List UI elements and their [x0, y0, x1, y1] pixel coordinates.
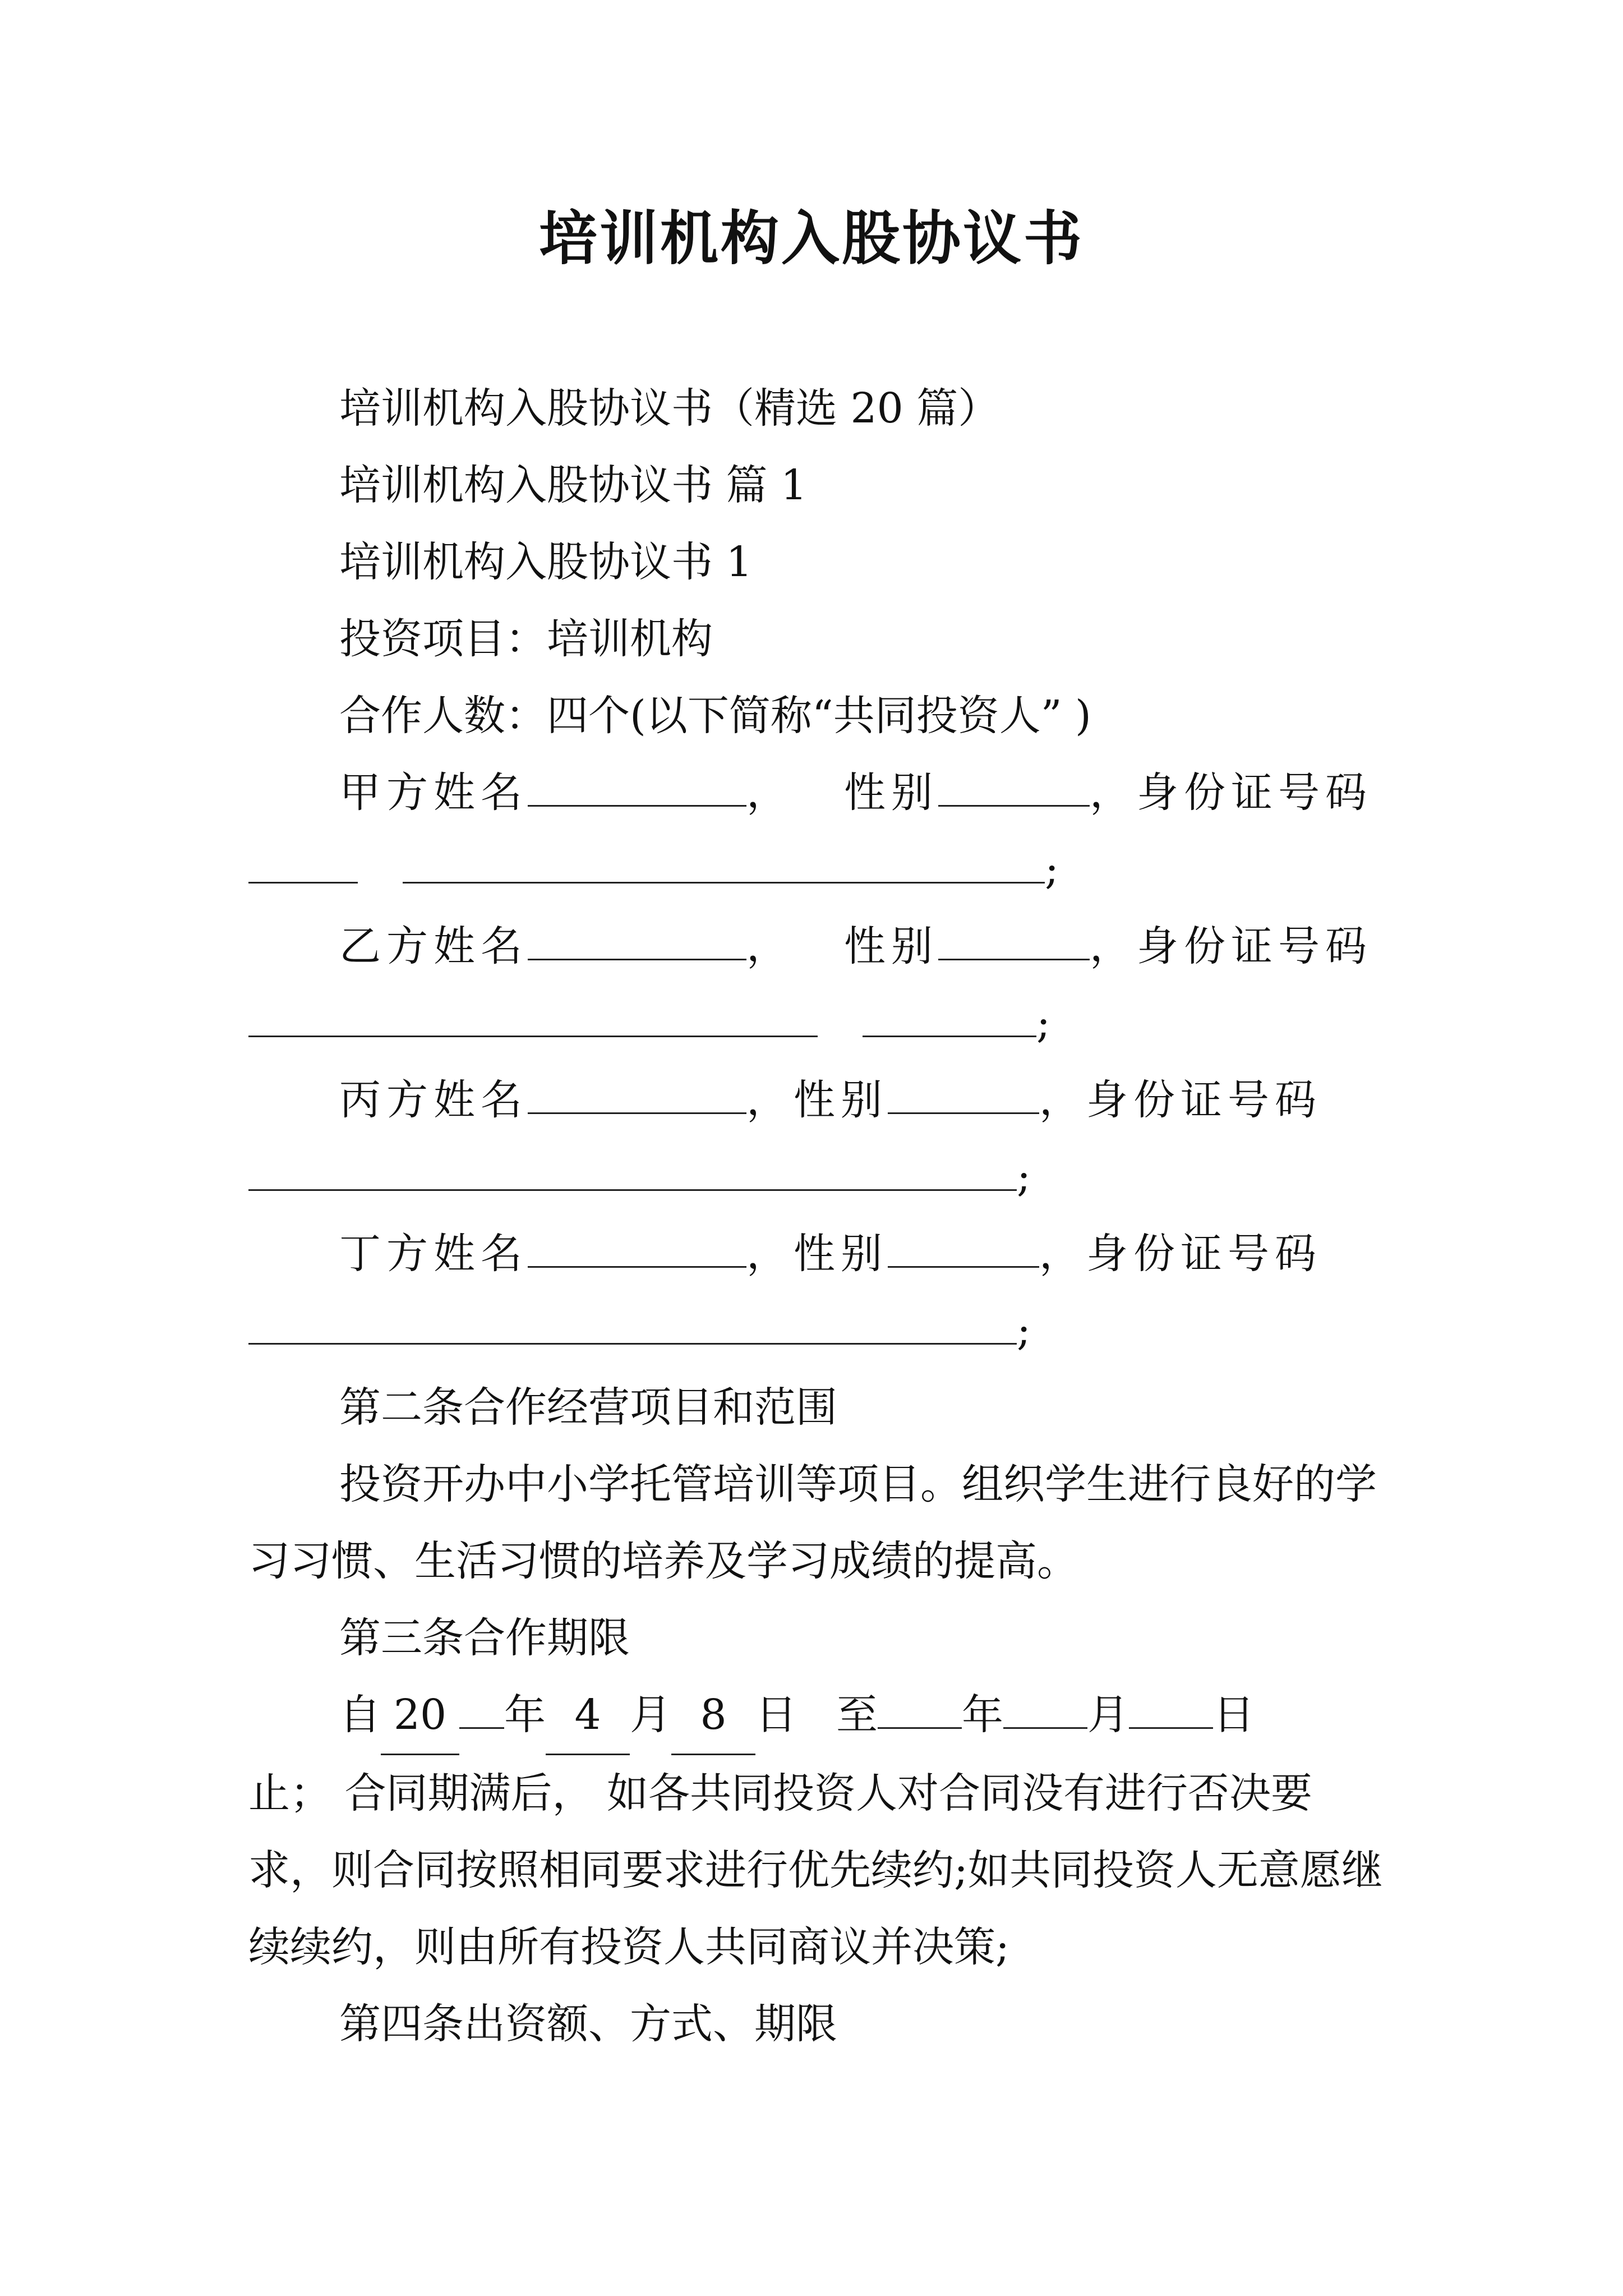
date-to: 至: [836, 1691, 878, 1739]
date-to-day: 日: [1213, 1691, 1255, 1739]
party-a-id-label: ，身份证号码: [1090, 769, 1372, 817]
party-d-id-blank: [248, 1308, 1017, 1345]
investment-project: 投资项目：培训机构: [339, 615, 713, 663]
subtitle: 培训机构入股协议书（精选 20 篇）: [339, 384, 1000, 432]
party-b-id-label: ，身份证号码: [1090, 922, 1372, 970]
date-year-blank: [459, 1692, 504, 1729]
party-b-name-label: 乙方姓名: [339, 922, 528, 970]
party-d-line: [248, 1216, 1393, 1369]
party-c-comma: ，: [746, 1076, 794, 1124]
party-b-gender-blank: [938, 924, 1090, 960]
article-3-date-line: [248, 1677, 1393, 1755]
date-to-month: 月: [1087, 1691, 1129, 1739]
party-a-name-blank: [528, 770, 746, 807]
party-a-gender-blank: [938, 770, 1090, 807]
party-a-line: [248, 754, 1393, 908]
date-from: 自: [339, 1691, 381, 1739]
date-month: 月: [630, 1691, 671, 1739]
party-a-comma: ，: [746, 769, 794, 817]
party-c-name-label: 丙方姓名: [339, 1076, 528, 1124]
party-c-gender-blank: [888, 1078, 1039, 1114]
party-b-id-blank-1: [248, 1001, 818, 1037]
date-day: 日: [755, 1691, 797, 1739]
article-3-heading: 第三条合作期限: [339, 1614, 630, 1662]
party-d-comma: ，: [746, 1230, 794, 1278]
party-b-comma: ，: [746, 922, 794, 970]
doc-name: 培训机构入股协议书 1: [339, 538, 753, 586]
party-b-id-blank-2: [863, 1001, 1036, 1037]
party-d-name-blank: [528, 1231, 746, 1268]
party-d-gender-blank: [888, 1231, 1039, 1268]
document-title: 培训机构入股协议书: [538, 204, 1084, 273]
date-month-value: 4: [546, 1677, 630, 1755]
party-b-gender-label: 性别: [844, 922, 938, 970]
party-c-id-blank: [248, 1154, 1017, 1191]
party-a-id-blank-2: [403, 847, 1045, 884]
document-body: [248, 370, 1393, 2063]
party-b-name-blank: [528, 924, 746, 960]
date-to-day-blank: [1129, 1692, 1213, 1729]
party-a-gender-label: 性别: [844, 769, 938, 817]
article-2-body: 投资开办中小学托管培训等项目。组织学生进行良好的学习习惯、生活习惯的培养及学习成绩的提高。: [248, 1460, 1377, 1585]
party-b-end: ;: [1036, 999, 1056, 1047]
article-2-heading: 第二条合作经营项目和范围: [339, 1383, 837, 1432]
party-d-gender-label: 性别: [794, 1230, 888, 1278]
date-to-year-blank: [878, 1692, 962, 1729]
date-to-year: 年: [962, 1691, 1003, 1739]
party-c-id-label: ，身份证号码: [1039, 1076, 1322, 1124]
party-a-name-label: 甲方姓名: [339, 769, 528, 817]
party-d-end: ;: [1017, 1306, 1036, 1355]
date-to-month-blank: [1003, 1692, 1087, 1729]
party-c-line: [248, 1062, 1393, 1216]
party-a-end: ;: [1045, 845, 1064, 894]
party-c-name-blank: [528, 1078, 746, 1114]
party-c-gender-label: 性别: [794, 1076, 888, 1124]
party-d-id-label: ，身份证号码: [1039, 1230, 1322, 1278]
date-year: 年: [504, 1691, 546, 1739]
party-d-name-label: 丁方姓名: [339, 1230, 528, 1278]
partner-count: 合作人数：四个(以下简称“共同投资人” ): [339, 692, 1091, 740]
party-a-id-blank-1: [248, 847, 358, 884]
party-b-line: [248, 908, 1393, 1062]
section-heading: 培训机构入股协议书 篇 1: [339, 461, 808, 509]
party-c-end: ;: [1017, 1153, 1036, 1201]
article-3-body: 止； 合同期满后， 如各共同投资人对合同没有进行否决要求，则合同按照相同要求进行优先续约;如共同投资人无意愿继续续约，则由所有投资人共同商议并决策;: [248, 1769, 1383, 1971]
article-4-heading: 第四条出资额、方式、期限: [339, 2000, 837, 2048]
date-day-value: 8: [671, 1677, 755, 1755]
date-year-value: 20: [381, 1677, 459, 1755]
